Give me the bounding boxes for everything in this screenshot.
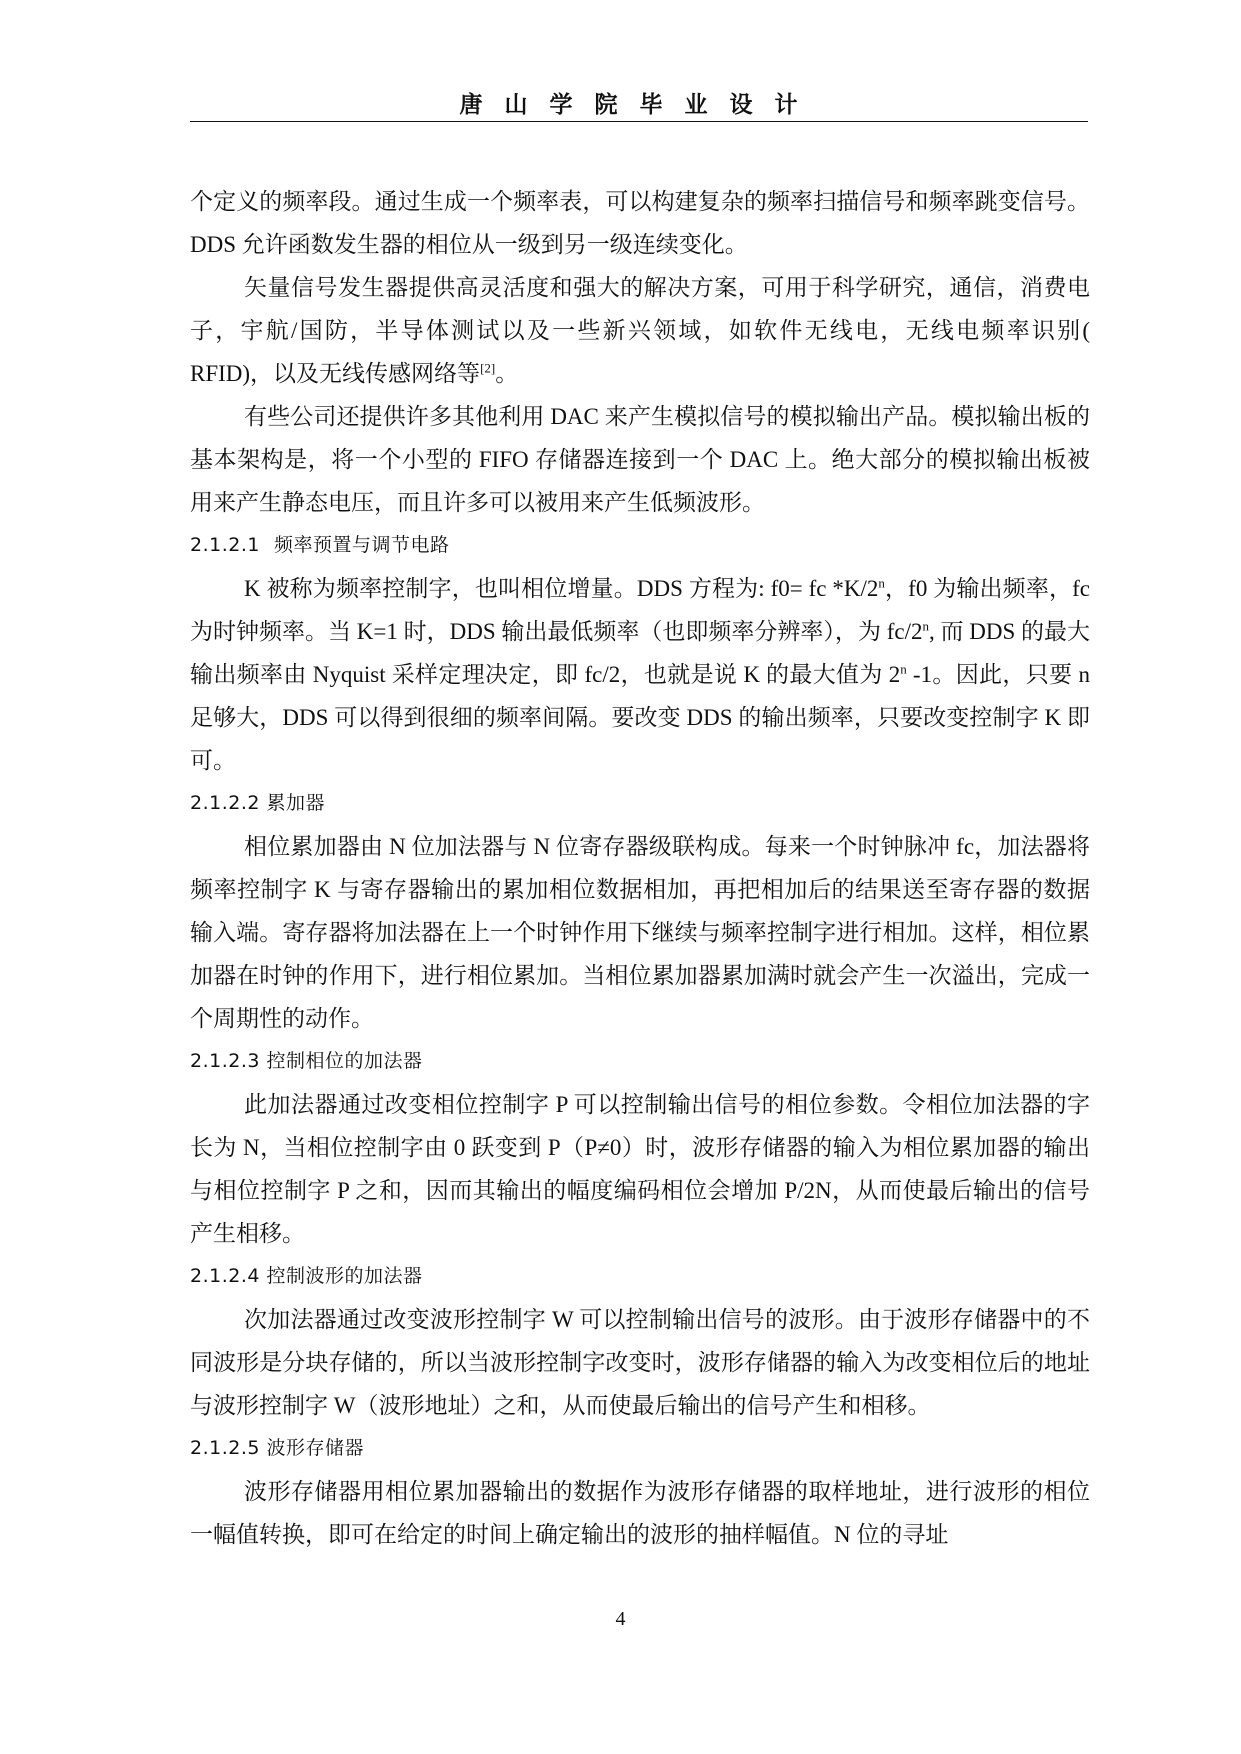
paragraph-4-d: -1。因此，只要 n 足够大，DDS 可以得到很细的频率间隔。要改变 DDS 的输出频率，只要改变控制字 K 即可。 — [190, 662, 1090, 773]
paragraph-4-b: ，f0 为输出频率，fc 为时钟频率。当 K=1 时，DDS 输出最低频率（也即频率分辨率），为 fc/2 — [190, 576, 1091, 644]
section-title: 频率预置与调节电路 — [273, 534, 450, 556]
paragraph-2-text: 矢量信号发生器提供高灵活度和强大的解决方案，可用于科学研究，通信，消费电子，宇航/国防，半导体测试以及一些新兴领域，如软件无线电，无线电频率识别( RFID)，以及无线传感网络等 — [190, 275, 1090, 386]
section-heading-2-1-2-2: 2.1.2.2 累加器 — [190, 792, 326, 814]
superscript-n: n — [878, 575, 885, 591]
citation-ref: [2] — [480, 360, 496, 376]
paragraph-1: 个定义的频率段。通过生成一个频率表，可以构建复杂的频率扫描信号和频率跳变信号。DDS 允许函数发生器的相位从一级到另一级连续变化。 — [190, 189, 1090, 257]
paragraph-8: 波形存储器用相位累加器输出的数据作为波形存储器的取样地址，进行波形的相位一幅值转换，即可在给定的时间上确定输出的波形的抽样幅值。N 位的寻址 — [190, 1479, 1090, 1547]
header-rule — [190, 121, 1088, 122]
paragraph-4 — [190, 567, 1090, 782]
superscript-n: n — [922, 618, 929, 634]
section-heading-2-1-2-1 — [190, 524, 1090, 567]
section-number: 2.1.2.1 — [190, 534, 260, 556]
superscript-n: n — [900, 661, 907, 677]
section-heading-2-1-2-4: 2.1.2.4 控制波形的加法器 — [190, 1265, 423, 1287]
paragraph-2-end: 。 — [495, 361, 519, 386]
paragraph-4-a: K 被称为频率控制字，也叫相位增量。DDS 方程为: f0= fc *K/2 — [244, 576, 879, 601]
page-number: 4 — [615, 1608, 626, 1630]
page-header-title: 唐山学院毕业设计 — [459, 91, 820, 118]
paragraph-7: 次加法器通过改变波形控制字 W 可以控制输出信号的波形。由于波形存储器中的不同波形是分块存储的，所以当波形控制字改变时，波形存储器的输入为改变相位后的地址与波形控制字 W（波形地址）之和，从而使最后输出的信号产生和相移。 — [190, 1307, 1090, 1418]
page-body — [190, 180, 1090, 1556]
section-heading-2-1-2-3: 2.1.2.3 控制相位的加法器 — [190, 1050, 423, 1072]
paragraph-3: 有些公司还提供许多其他利用 DAC 来产生模拟信号的模拟输出产品。模拟输出板的基本架构是，将一个小型的 FIFO 存储器连接到一个 DAC 上。绝大部分的模拟输出板被用来产生静态电压，而且许多可以被用来产生低频波形。 — [190, 404, 1090, 515]
paragraph-2 — [190, 266, 1090, 395]
paragraph-5: 相位累加器由 N 位加法器与 N 位寄存器级联构成。每来一个时钟脉冲 fc，加法器将频率控制字 K 与寄存器输出的累加相位数据相加，再把相加后的结果送至寄存器的数据输入端。寄存器将加法器在上一个时钟作用下继续与频率控制字进行相加。这样，相位累加器在时钟的作用下，进行相位累加。当相位累加器累加满时就会产生一次溢出，完成一个周期性的动作。 — [190, 834, 1090, 1031]
paragraph-6: 此加法器通过改变相位控制字 P 可以控制输出信号的相位参数。令相位加法器的字长为 N，当相位控制字由 0 跃变到 P（P≠0）时，波形存储器的输入为相位累加器的输出与相位控制字 P 之和，因而其输出的幅度编码相位会增加 P/2N，从而使最后输出的信号产生相移。 — [190, 1092, 1090, 1246]
paragraph-4-c: , 而 DDS 的最大输出频率由 Nyquist 采样定理决定，即 fc/2，也就是说 K 的最大值为 2 — [190, 619, 1091, 687]
section-heading-2-1-2-5: 2.1.2.5 波形存储器 — [190, 1437, 365, 1459]
